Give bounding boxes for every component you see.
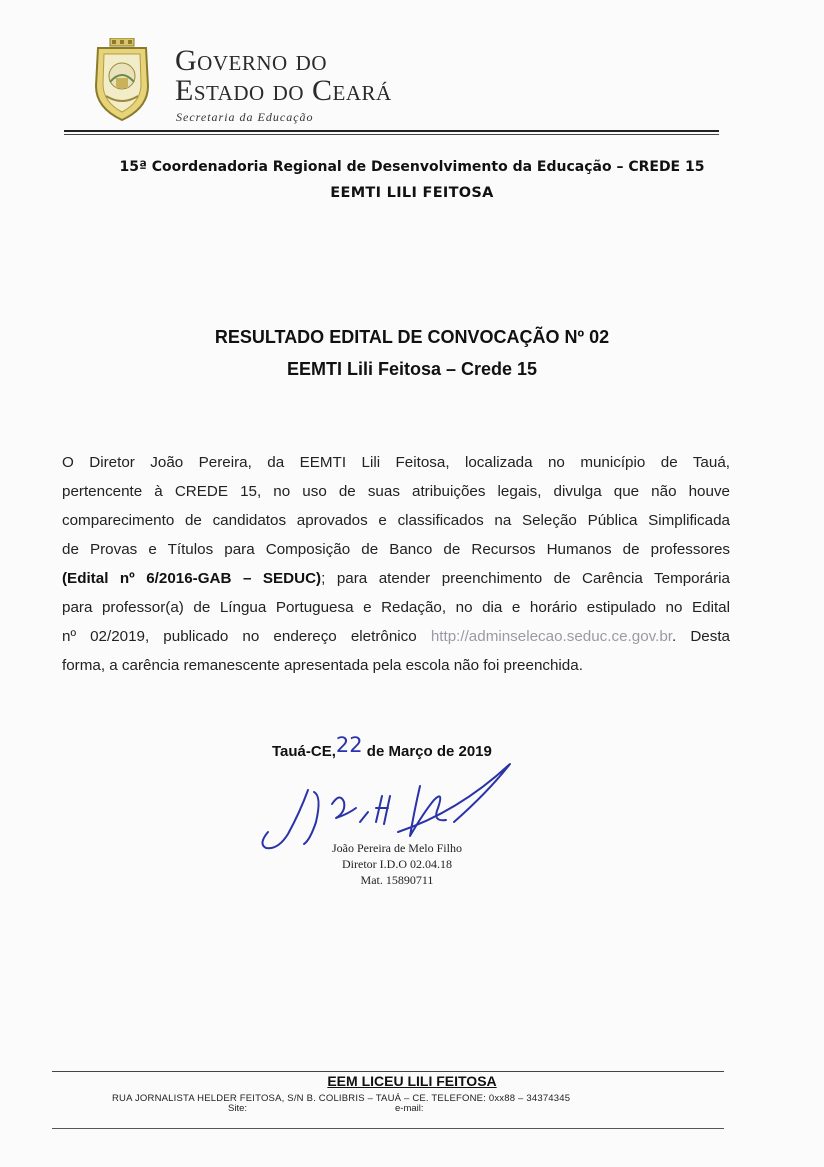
body-line: comparecimento de candidatos aprovados e classificados na Seleção Pública Simplificada [62,512,730,529]
document-subtitle: EEMTI Lili Feitosa – Crede 15 [286,359,538,379]
header-divider-thin [64,134,719,135]
stamp-role: Diretor I.D.O 02.04.18 [342,857,452,871]
school-heading: EEMTI LILI FEITOSA [330,185,494,201]
selection-url-link[interactable]: http://adminselecao.seduc.ce.gov.br [430,628,672,645]
crede-heading: 15ª Coordenadoria Regional de Desenvolvimento da Educação – CREDE 15 [119,159,705,175]
body-line: nº 02/2019, publicado no endereço eletrônico http://adminselecao.seduc.ce.gov.br. Desta [62,628,730,645]
body-line: pertencente à CREDE 15, no uso de suas atribuições legais, divulga que não houve [62,483,730,500]
director-stamp [302,840,492,888]
header-divider [64,130,719,132]
handwritten-day: 22 [335,733,363,757]
stamp-name: João Pereira de Melo Filho [332,841,462,855]
government-name-line1: Governo do [175,44,328,77]
body-line: (Edital nº 6/2016-GAB – SEDUC); para atender preenchimento de Carência Temporária [62,570,730,587]
body-line: forma, a carência remanescente apresentada pela escola não foi preenchida. [62,657,583,674]
footer-divider-bottom [52,1128,724,1129]
government-name-line2: Estado do Ceará [175,74,392,107]
date-line: Tauá-CE,22 de Março de 2019 [272,733,492,760]
body-paragraph [62,448,730,680]
footer-address: RUA JORNALISTA HELDER FEITOSA, S/N B. COLIBRIS – TAUÁ – CE. TELEFONE: 0xx88 – 34374345 [112,1093,571,1104]
edital-reference: (Edital nº 6/2016-GAB – SEDUC) [62,570,322,587]
document-title: RESULTADO EDITAL DE CONVOCAÇÃO Nº 02 [214,327,610,347]
footer-email-label: e-mail: [395,1103,424,1114]
body-line: O Diretor João Pereira, da EEMTI Lili Feitosa, localizada no município de Tauá, [62,454,730,471]
footer-site-label: Site: [228,1103,248,1114]
footer-school-name: EEM LICEU LILI FEITOSA [327,1073,497,1089]
ceara-coat-of-arms-icon [92,38,152,122]
body-line: para professor(a) de Língua Portuguesa e Redação, no dia e horário estipulado no Edital [62,599,730,616]
secretaria-subtitle: Secretaria da Educação [176,110,314,124]
footer-divider [52,1071,724,1072]
stamp-mat: Mat. 15890711 [360,873,434,887]
body-line: de Provas e Títulos para Composição de Banco de Recursos Humanos de professores [62,541,730,558]
